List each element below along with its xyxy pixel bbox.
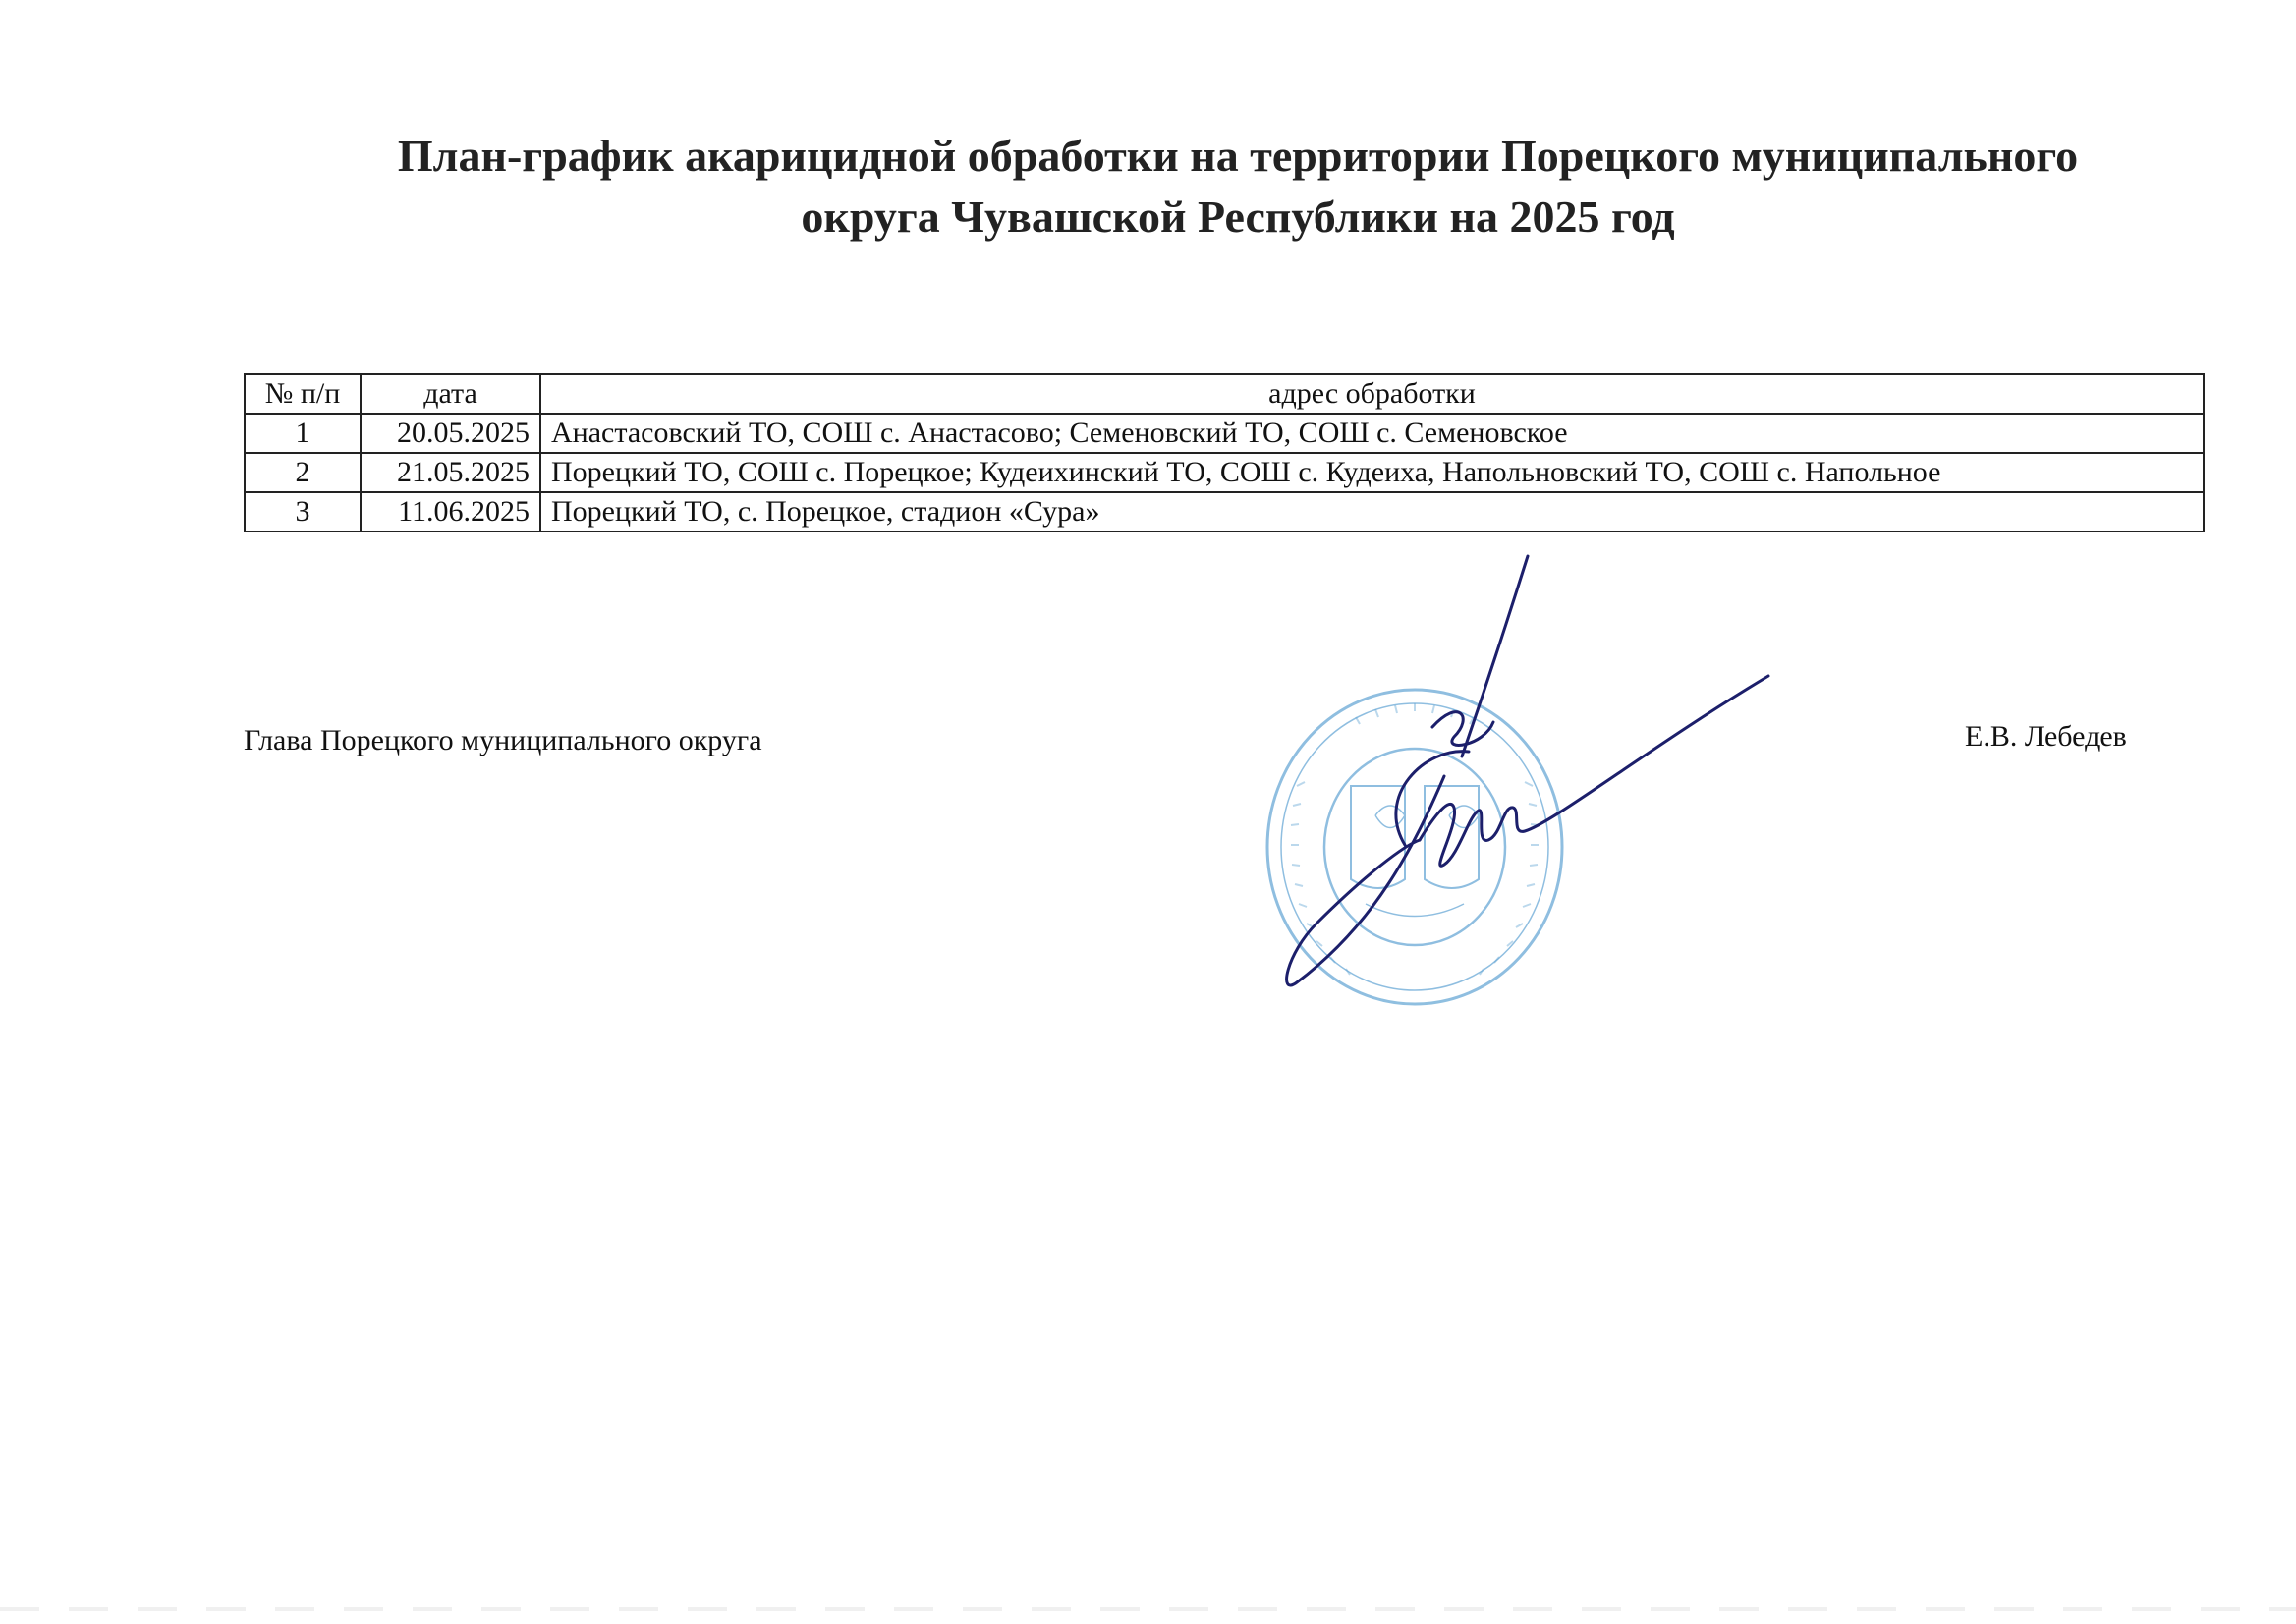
- table-row: [245, 492, 2204, 532]
- row-number: 1: [245, 414, 361, 453]
- row-date: 11.06.2025: [361, 492, 540, 532]
- table-row: [245, 414, 2204, 453]
- row-number: 3: [245, 492, 361, 532]
- row-address: Порецкий ТО, СОШ с. Порецкое; Кудеихинский ТО, СОШ с. Кудеиха, Напольновский ТО, СОШ с. Напольное: [540, 453, 2204, 492]
- handwritten-signature-icon: [1258, 550, 1788, 1002]
- row-address: Порецкий ТО, с. Порецкое, стадион «Сура»: [540, 492, 2204, 532]
- title-line-2: округа Чувашской Республики на 2025 год: [801, 192, 1675, 242]
- row-date: 20.05.2025: [361, 414, 540, 453]
- header-address: адрес обработки: [540, 374, 2204, 414]
- document-title: [196, 126, 2279, 248]
- signatory-name: Е.В. Лебедев: [1965, 720, 2127, 753]
- row-number: 2: [245, 453, 361, 492]
- row-date: 21.05.2025: [361, 453, 540, 492]
- treatment-schedule-table: [244, 373, 2205, 532]
- signatory-role: Глава Порецкого муниципального округа: [244, 724, 762, 756]
- header-number: № п/п: [245, 374, 361, 414]
- header-date: дата: [361, 374, 540, 414]
- table-header-row: [245, 374, 2204, 414]
- scan-edge-artifact: [0, 1607, 2296, 1611]
- row-address: Анастасовский ТО, СОШ с. Анастасово; Семеновский ТО, СОШ с. Семеновское: [540, 414, 2204, 453]
- table-row: [245, 453, 2204, 492]
- title-line-1: План-график акарицидной обработки на территории Порецкого муниципального: [397, 131, 2079, 181]
